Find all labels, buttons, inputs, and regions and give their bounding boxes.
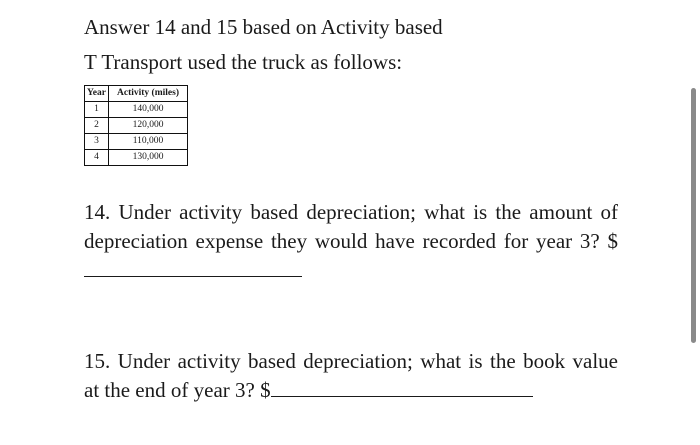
intro-text: T Transport used the truck as follows: <box>84 50 403 74</box>
year-cell: 2 <box>85 118 109 134</box>
scrollbar-thumb[interactable] <box>691 88 696 343</box>
question-14-text: 14. Under activity based depreciation; what is the amount of depreciation expense they would have recorded for year 3? $ <box>84 200 618 253</box>
vertical-scrollbar[interactable] <box>686 0 700 445</box>
miles-cell: 140,000 <box>109 102 188 118</box>
year-cell: 1 <box>85 102 109 118</box>
miles-cell: 120,000 <box>109 118 188 134</box>
year-cell: 4 <box>85 150 109 166</box>
table-row <box>85 102 188 118</box>
question-15 <box>84 347 618 405</box>
table-header-row <box>85 86 188 102</box>
table-row <box>85 134 188 150</box>
table-row <box>85 118 188 134</box>
year-cell: 3 <box>85 134 109 150</box>
miles-cell: 130,000 <box>109 150 188 166</box>
question-14 <box>84 198 618 285</box>
header-activity: Activity (miles) <box>109 86 188 102</box>
header-year: Year <box>85 86 109 102</box>
table-row <box>85 150 188 166</box>
answer-14-blank[interactable] <box>84 256 302 277</box>
activity-table <box>84 85 188 166</box>
miles-cell: 110,000 <box>109 134 188 150</box>
page-heading: Answer 14 and 15 based on Activity based <box>84 15 443 39</box>
answer-15-blank[interactable] <box>271 376 533 397</box>
question-15-text: 15. Under activity based depreciation; what is the book value at the end of year 3? $ <box>84 349 618 402</box>
